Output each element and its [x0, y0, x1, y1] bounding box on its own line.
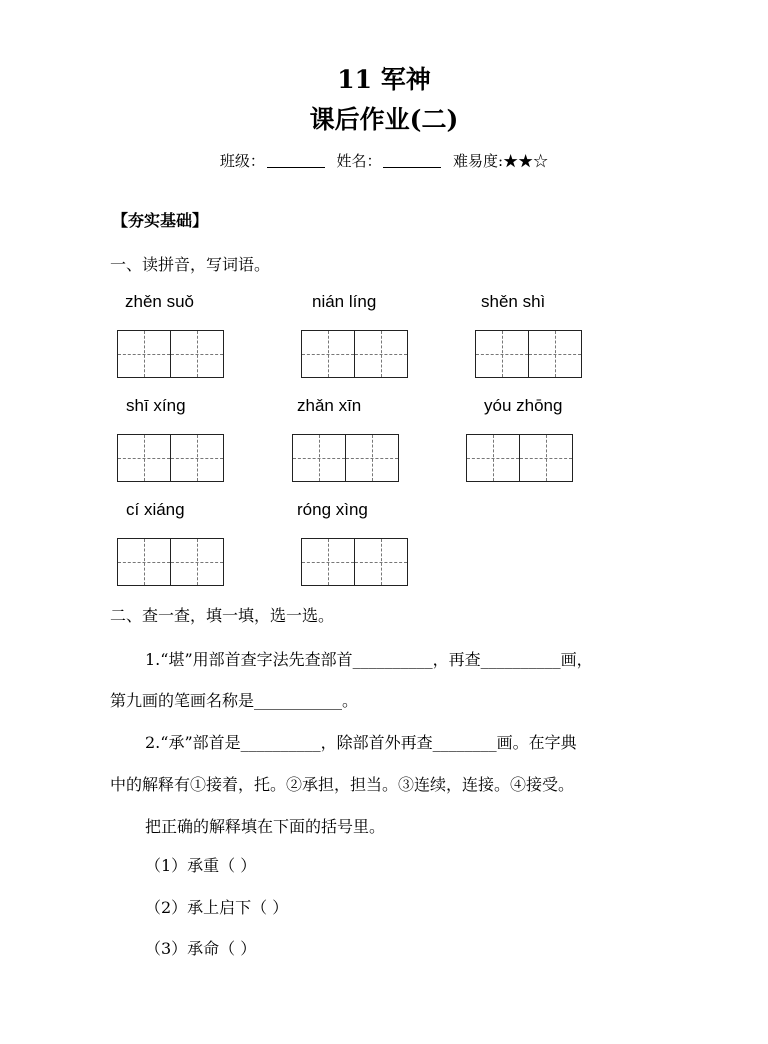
- pinyin-2: nián líng: [312, 292, 377, 311]
- writing-grid-6[interactable]: [466, 434, 573, 482]
- page-title: 11 军神: [337, 65, 431, 94]
- difficulty-label: 难易度:★★☆: [453, 152, 549, 170]
- name-label: 姓名：: [336, 152, 382, 170]
- question-2-line-4: 中的解释有①接着，托。②承担，担当。③连续，连接。④接受。: [110, 775, 575, 794]
- question-2-line-2: 第九画的笔画名称是___________。: [110, 691, 359, 710]
- question-2-prompt: 二、查一查，填一填，选一选。: [110, 606, 335, 625]
- pinyin-5: zhǎn xīn: [297, 396, 362, 415]
- info-line: [0, 150, 768, 171]
- pinyin-7: cí xiáng: [126, 500, 185, 519]
- writing-grid-3[interactable]: [475, 330, 582, 378]
- writing-grid-1[interactable]: [117, 330, 224, 378]
- question-2-line-1: 1.“堪”用部首查字法先查部首__________，再查__________画，: [145, 650, 593, 669]
- question-1-prompt: 一、读拼音，写词语。: [110, 255, 271, 274]
- name-blank[interactable]: [383, 153, 441, 168]
- question-2-line-5: 把正确的解释填在下面的括号里。: [145, 817, 386, 836]
- writing-grid-5[interactable]: [292, 434, 399, 482]
- pinyin-3: shěn shì: [481, 292, 546, 311]
- section-title: 【夯实基础】: [112, 211, 209, 230]
- writing-grid-8[interactable]: [301, 538, 408, 586]
- sub-question-1: （1）承重（ ）: [145, 856, 257, 875]
- pinyin-4: shī xíng: [126, 396, 186, 415]
- pinyin-1: zhěn suǒ: [125, 292, 194, 311]
- pinyin-8: róng xìng: [297, 500, 368, 519]
- pinyin-6: yóu zhōng: [484, 396, 563, 415]
- class-label: 班级：: [219, 152, 265, 170]
- writing-grid-2[interactable]: [301, 330, 408, 378]
- writing-grid-4[interactable]: [117, 434, 224, 482]
- sub-question-2: （2）承上启下（ ）: [145, 898, 289, 917]
- page-subtitle: 课后作业(二): [309, 105, 459, 134]
- class-blank[interactable]: [267, 153, 325, 168]
- writing-grid-7[interactable]: [117, 538, 224, 586]
- sub-question-3: （3）承命（ ）: [145, 939, 257, 958]
- question-2-line-3: 2.“承”部首是__________，除部首外再查________画。在字典: [145, 733, 577, 752]
